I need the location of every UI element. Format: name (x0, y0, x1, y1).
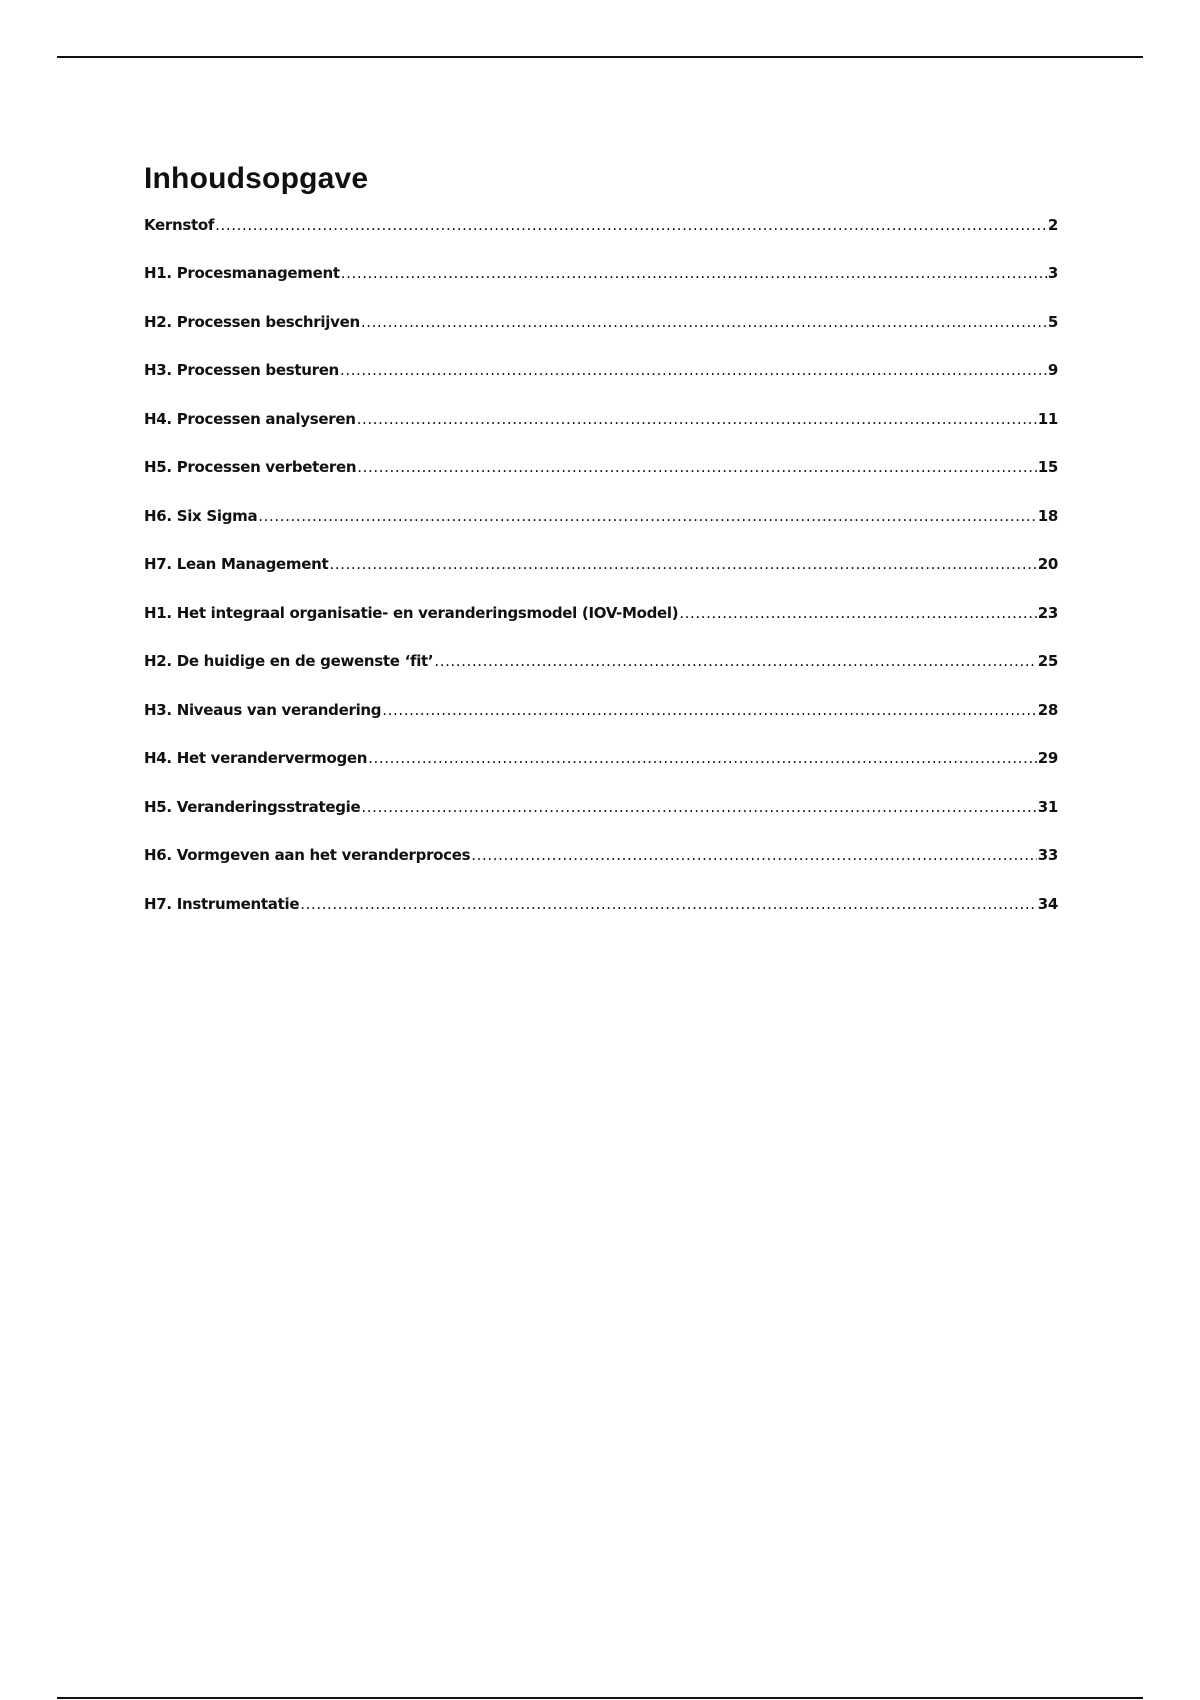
toc-entry-label: H6. Six Sigma (144, 506, 258, 525)
toc-entry-page: 33 (1037, 846, 1058, 864)
toc-entry-page: 11 (1037, 409, 1058, 428)
toc-entry-label: H4. Processen analyseren (144, 409, 356, 428)
toc-entry-page: 31 (1037, 797, 1058, 816)
dot-leader (300, 895, 1037, 913)
toc-entry-kernstof[interactable] (144, 216, 1058, 264)
toc-entry-page: 9 (1047, 361, 1058, 379)
dot-leader (357, 458, 1036, 476)
dot-leader (341, 264, 1047, 282)
toc-entry-label: Kernstof (144, 216, 215, 234)
toc-entry-h2-processen-beschrijven[interactable] (144, 313, 1058, 362)
toc-entry-label: H7. Instrumentatie (144, 894, 300, 913)
dot-leader (434, 652, 1036, 670)
dot-leader (382, 701, 1036, 719)
toc-entry-h2-huidige-en-gewenste-fit[interactable] (144, 652, 1058, 701)
toc-entry-page: 34 (1037, 894, 1058, 913)
toc-entry-page: 3 (1047, 264, 1058, 282)
toc-entry-page: 25 (1037, 652, 1058, 670)
toc-entry-page: 15 (1037, 458, 1058, 476)
toc-entry-label: H5. Veranderingsstrategie (144, 797, 361, 816)
dot-leader (679, 604, 1036, 622)
toc-entry-label: H1. Procesmanagement (144, 264, 340, 282)
toc-entry-page: 28 (1037, 700, 1058, 719)
dot-leader (329, 555, 1036, 573)
dot-leader (471, 846, 1036, 864)
header-rule (57, 56, 1143, 58)
toc-entry-h7-lean-management[interactable] (144, 555, 1058, 604)
toc-entry-label: H5. Processen verbeteren (144, 458, 357, 476)
toc-entry-label: H2. Processen beschrijven (144, 312, 360, 331)
toc-entry-label: H1. Het integraal organisatie- en veranderingsmodel (IOV-Model) (144, 603, 679, 622)
toc-entry-page: 18 (1037, 506, 1058, 525)
dot-leader (215, 216, 1047, 234)
dot-leader (361, 798, 1036, 816)
toc-entry-h6-six-sigma[interactable] (144, 507, 1058, 556)
toc-entry-label: H3. Processen besturen (144, 361, 339, 379)
toc-entry-page: 20 (1037, 555, 1058, 573)
toc-entry-label: H6. Vormgeven aan het veranderproces (144, 846, 471, 864)
toc-entry-label: H3. Niveaus van verandering (144, 700, 382, 719)
toc-entry-page: 5 (1047, 312, 1058, 331)
toc-entry-page: 23 (1037, 603, 1058, 622)
toc-entry-label: H2. De huidige en de gewenste ‘fit’ (144, 652, 434, 670)
toc-entry-label: H4. Het verandervermogen (144, 749, 368, 767)
dot-leader (258, 507, 1036, 525)
toc-entry-h6-vormgeven-veranderproces[interactable] (144, 846, 1058, 895)
page-title: Inhoudsopgave (144, 162, 369, 195)
toc-entry-h1-procesmanagement[interactable] (144, 264, 1058, 313)
toc-entry-page: 29 (1037, 749, 1058, 767)
toc-entry-h7-instrumentatie[interactable] (144, 895, 1058, 944)
footer-rule (57, 1697, 1143, 1699)
toc-entry-h3-niveaus-van-verandering[interactable] (144, 701, 1058, 750)
toc-entry-h5-processen-verbeteren[interactable] (144, 458, 1058, 507)
toc-entry-h5-veranderingsstrategie[interactable] (144, 798, 1058, 847)
toc-entry-page: 2 (1047, 216, 1058, 234)
dot-leader (361, 313, 1047, 331)
toc-entry-h4-processen-analyseren[interactable] (144, 410, 1058, 459)
toc-entry-h4-verandervermogen[interactable] (144, 749, 1058, 798)
toc-entry-label: H7. Lean Management (144, 555, 329, 573)
dot-leader (340, 361, 1047, 379)
dot-leader (368, 749, 1037, 767)
toc-entry-h1-iov-model[interactable] (144, 604, 1058, 653)
dot-leader (357, 410, 1037, 428)
table-of-contents (144, 160, 1058, 943)
toc-entry-h3-processen-besturen[interactable] (144, 361, 1058, 410)
toc-list (144, 216, 1058, 943)
